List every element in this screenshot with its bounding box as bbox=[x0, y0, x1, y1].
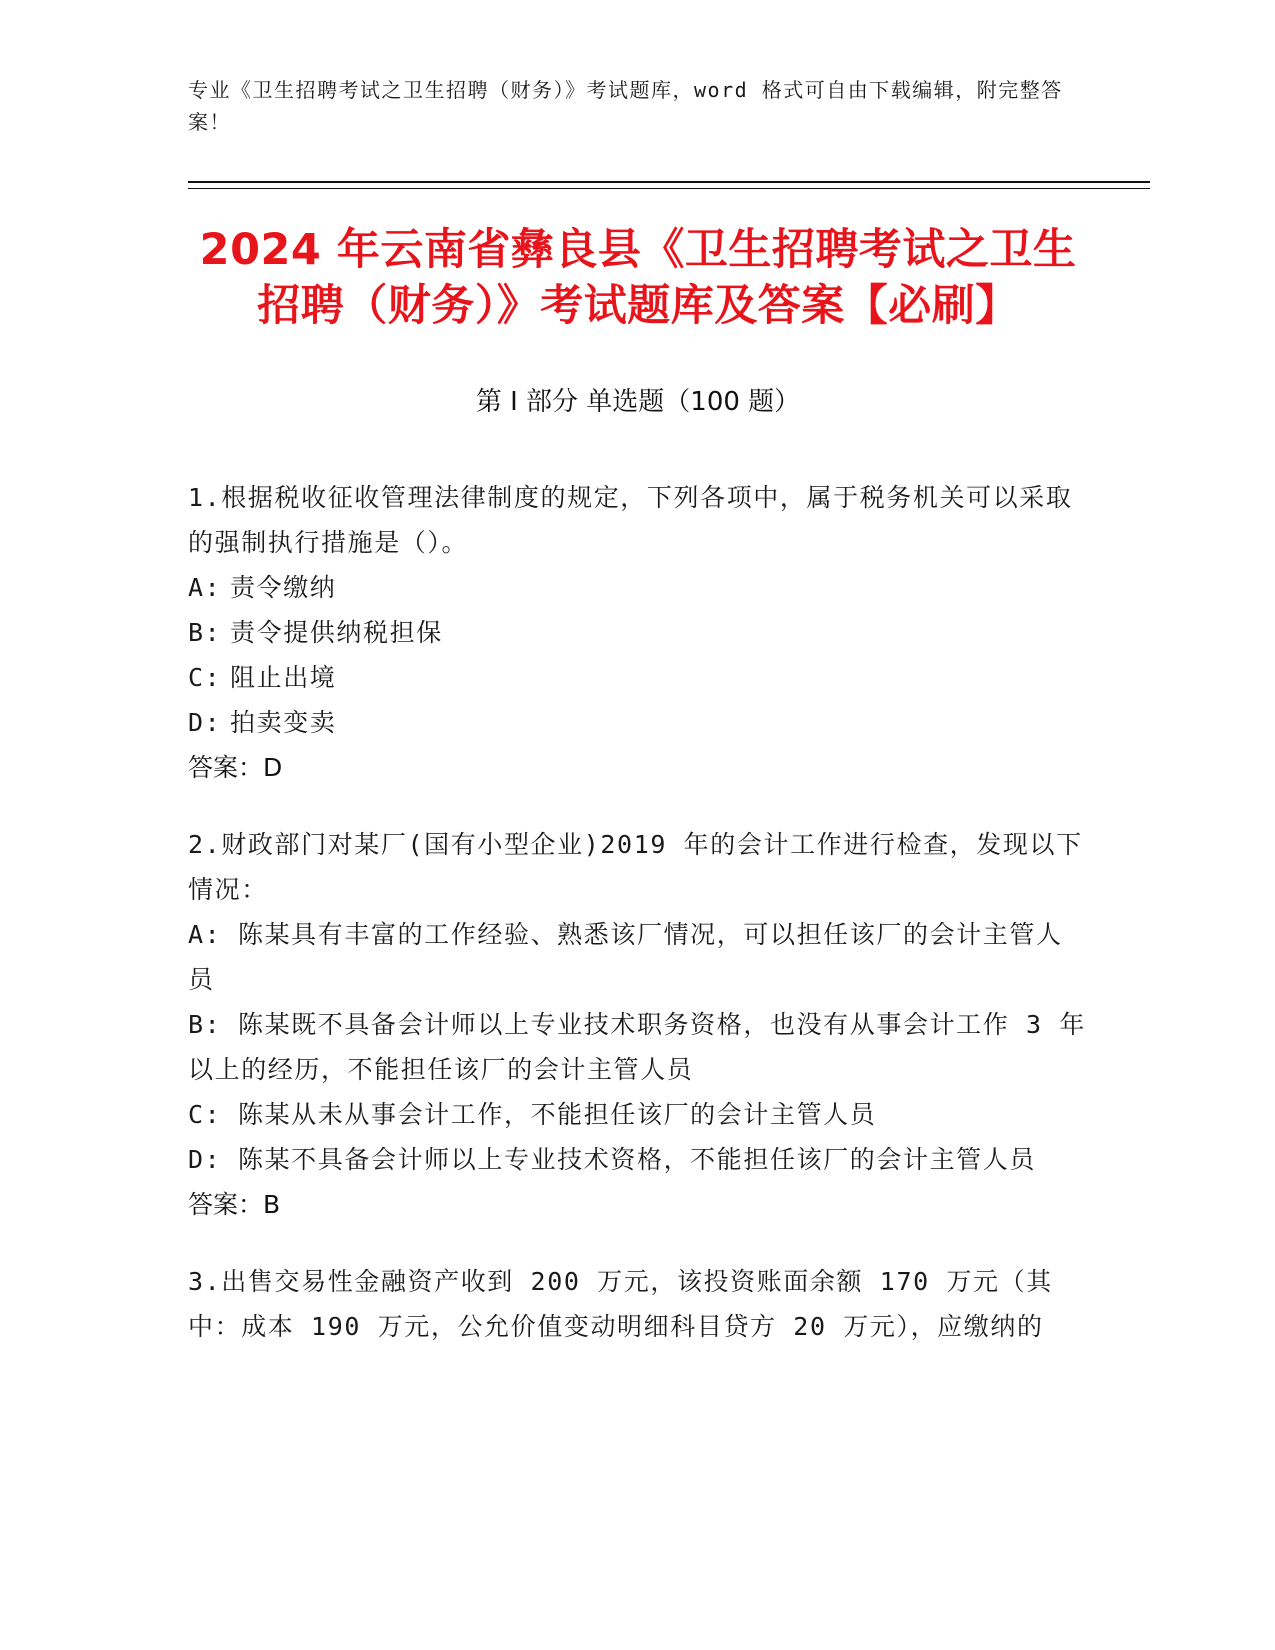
question-stem: 1.根据税收征收管理法律制度的规定，下列各项中，属于税务机关可以采取的强制执行措施是（）。 bbox=[188, 483, 1073, 557]
option-c: C: 陈某从未从事会计工作，不能担任该厂的会计主管人员 bbox=[188, 1100, 877, 1129]
question-1 bbox=[188, 475, 1088, 790]
option-a: A: 陈某具有丰富的工作经验、熟悉该厂情况，可以担任该厂的会计主管人员 bbox=[188, 920, 1063, 994]
answer-text: 答案：B bbox=[188, 1190, 281, 1219]
question-stem: 2.财政部门对某厂(国有小型企业)2019 年的会计工作进行检查，发现以下情况： bbox=[188, 830, 1083, 904]
option-d: D: 拍卖变卖 bbox=[188, 708, 337, 737]
question-2 bbox=[188, 822, 1088, 1227]
header-note: 专业《卫生招聘考试之卫生招聘（财务）》考试题库，word 格式可自由下载编辑，附完整答案！ bbox=[188, 78, 1063, 134]
section-heading: 第 I 部分 单选题（100 题） bbox=[475, 387, 801, 417]
document-title: 2024 年云南省彝良县《卫生招聘考试之卫生招聘（财务）》考试题库及答案【必刷】 bbox=[199, 225, 1077, 331]
question-list bbox=[188, 475, 1088, 1381]
option-d: D: 陈某不具备会计师以上专业技术资格，不能担任该厂的会计主管人员 bbox=[188, 1145, 1036, 1174]
option-a: A: 责令缴纳 bbox=[188, 573, 337, 602]
answer-text: 答案：D bbox=[188, 753, 283, 782]
option-b: B: 责令提供纳税担保 bbox=[188, 618, 443, 647]
header-divider-thick bbox=[188, 181, 1150, 183]
option-c: C: 阻止出境 bbox=[188, 663, 337, 692]
question-stem: 3.出售交易性金融资产收到 200 万元，该投资账面余额 170 万元（其中：成本 190 万元，公允价值变动明细科目贷方 20 万元），应缴纳的 bbox=[188, 1267, 1053, 1341]
question-3 bbox=[188, 1259, 1088, 1349]
option-b: B: 陈某既不具备会计师以上专业技术职务资格，也没有从事会计工作 3 年以上的经历，不能担任该厂的会计主管人员 bbox=[188, 1010, 1086, 1084]
header-divider-thin bbox=[188, 188, 1150, 189]
